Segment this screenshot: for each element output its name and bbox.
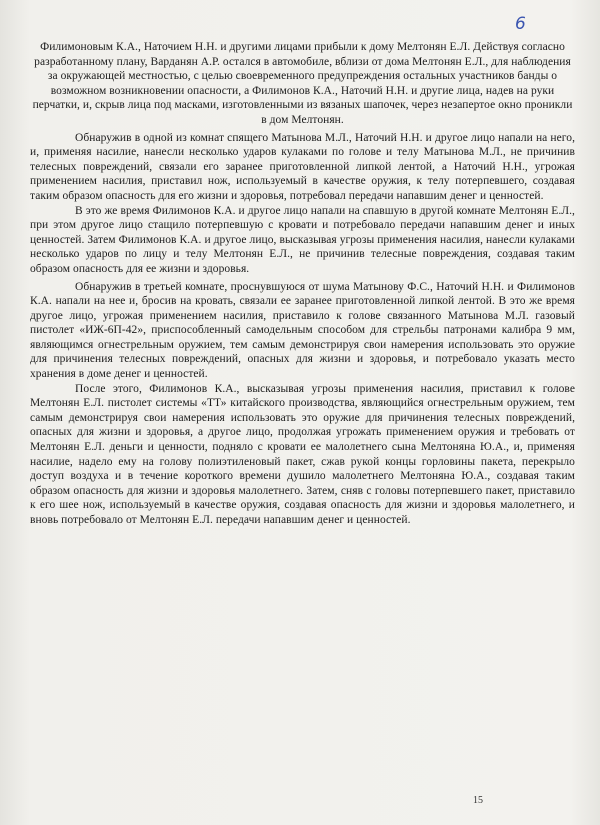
document-body [30, 40, 575, 528]
paragraph-4: Обнаружив в третьей комнате, проснувшуюся от шума Матынову Ф.С., Наточий Н.Н. и Филимонов К.А. напали на нее и, бросив на кровать, связали ее заранее приготовленной липкой лентой. В это же время другое лицо, угрожая применением насилия, приставило к голове связанного Матынова М.Л. газовый пистолет «ИЖ-6П-42», приспособленный самодельным способом для стрельбы патронами калибра 9 мм, являющимся огнестрельным оружием, тем самым демонстрируя свои намерения использовать это оружие для причинения телесных повреждений, опасных для жизни и здоровья, и потребовало указать место хранения в доме денег и ценностей. [30, 280, 575, 381]
paragraph-3: В это же время Филимонов К.А. и другое лицо напали на спавшую в другой комнате Мелтонян Е.Л., при этом другое лицо стащило потерпевшую с кровати и потребовало передачи напавшим денег и иных ценностей. Затем Филимонов К.А. и другое лицо, высказывая угрозы применения насилия, нанесли кулаками несколько ударов по лицу и телу Мелтонян Е.Л., не причинив телесные повреждения, создавая таким образом опасность для ее жизни и здоровья. [30, 204, 575, 275]
paragraph-1: Филимоновым К.А., Наточием Н.Н. и другими лицами прибыли к дому Мелтонян Е.Л. Действуя согласно разработанному плану, Варданян А.Р. остался в автомобиле, вблизи от дома Мелтонян Е.Л., для наблюдения за окружающей местностью, с целью своевременного предупреждения остальных участников банды о возможном возникновении опасности, а Филимонов К.А., Наточий Н.Н. и другие лица, надев на руки перчатки, и, скрыв лица под масками, изготовленными из вязаных шапочек, через незапертое окно проникли в дом Мелтонян. [32, 41, 573, 126]
paragraph-2: Обнаружив в одной из комнат спящего Матынова М.Л., Наточий Н.Н. и другое лицо напали на него, и, применяя насилие, нанесли несколько ударов кулаками по голове и телу Матынова М.Л., не причинив телесных повреждений, связали его заранее приготовленной липкой лентой, а Наточий Н.Н., угрожая применением насилия, приставил нож, используемый в качестве оружия, к телу потерпевшего, создавая таким образом опасность для его жизни и здоровья, потребовал передачи напавшим денег и ценностей. [30, 131, 575, 202]
paragraph-5: После этого, Филимонов К.А., высказывая угрозы применения насилия, приставил к голове Мелтонян Е.Л. пистолет системы «ТТ» китайского производства, являющийся огнестрельным оружием, тем самым демонстрируя свои намерения использовать это оружие для причинения телесных повреждений, опасных для жизни и здоровья, а другое лицо, продолжая угрожать применением оружия и требовать от Мелтонян Е.Л. деньги и ценности, подняло с кровати ее малолетнего сына Мелтоняна Ю.А., и, применяя насилие, надело ему на голову полиэтиленовый пакет, сжав рукой концы горловины пакета, перекрыло доступ воздуха и в течение короткого времени душило малолетнего Мелтоняна Ю.А., создавая таким образом опасность для жизни и здоровья малолетнего. Затем, сняв с головы потерпевшего пакет, приставило к его шее нож, используемый в качестве оружия, создавая опасность для жизни и здоровья малолетнего, и вновь потребовало от Мелтонян Е.Л. передачи напавшим денег и ценностей. [30, 382, 575, 526]
page-number: 15 [473, 795, 483, 806]
handwritten-page-mark: 6 [515, 14, 526, 34]
